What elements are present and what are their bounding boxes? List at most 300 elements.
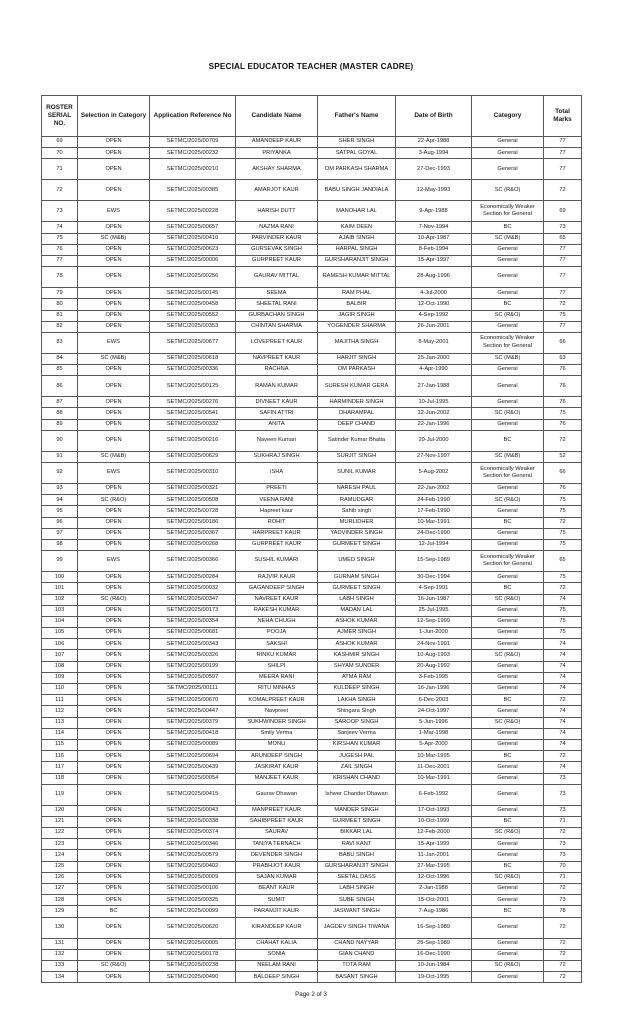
cell-father: Sanjeev Verma xyxy=(318,728,396,739)
cell-father: SUNIL KUMAR xyxy=(318,463,396,484)
cell-father: MURLIDHER xyxy=(318,517,396,528)
cell-reference: SETMC/2025/00099 xyxy=(150,906,236,917)
column-header-selection: Selection in Category xyxy=(78,96,150,137)
cell-selection: OPEN xyxy=(78,751,150,762)
cell-candidate: SAFIN ATTRI xyxy=(236,408,318,419)
table-row xyxy=(42,784,582,805)
cell-marks: 75 xyxy=(544,528,582,539)
table-row xyxy=(42,419,582,430)
cell-candidate: Navpreet xyxy=(236,706,318,717)
cell-selection: OPEN xyxy=(78,148,150,159)
cell-serial: 83 xyxy=(42,332,78,353)
cell-reference: SETMC/2025/00238 xyxy=(150,960,236,971)
cell-reference: SETMC/2025/00677 xyxy=(150,332,236,353)
cell-reference: SETMC/2025/00657 xyxy=(150,222,236,233)
cell-candidate: NEELAM RANI xyxy=(236,960,318,971)
cell-selection: OPEN xyxy=(78,839,150,850)
cell-marks: 71 xyxy=(544,816,582,827)
cell-marks: 73 xyxy=(544,805,582,816)
cell-category: SC (R&O) xyxy=(472,495,544,506)
cell-candidate: GURPREET KAUR xyxy=(236,539,318,550)
cell-selection: OPEN xyxy=(78,430,150,451)
cell-father: HARJIT SINGH xyxy=(318,353,396,364)
cell-father: YADVINDER SINGH xyxy=(318,528,396,539)
cell-selection: OPEN xyxy=(78,850,150,861)
cell-serial: 118 xyxy=(42,773,78,784)
cell-marks: 75 xyxy=(544,495,582,506)
cell-serial: 114 xyxy=(42,728,78,739)
cell-reference: SETMC/2025/00009 xyxy=(150,872,236,883)
cell-category: BC xyxy=(472,751,544,762)
cell-father: NARESH PAUL xyxy=(318,484,396,495)
cell-marks: 75 xyxy=(544,310,582,321)
cell-selection: OPEN xyxy=(78,650,150,661)
cell-serial: 78 xyxy=(42,267,78,288)
roster-table-container xyxy=(41,71,581,983)
table-row xyxy=(42,751,582,762)
cell-marks: 76 xyxy=(544,365,582,376)
cell-reference: SETMC/2025/00228 xyxy=(150,201,236,222)
cell-selection: SC (R&O) xyxy=(78,960,150,971)
table-row xyxy=(42,572,582,583)
table-row xyxy=(42,839,582,850)
cell-reference: SETMC/2025/00490 xyxy=(150,972,236,983)
cell-candidate: ROHIT xyxy=(236,517,318,528)
cell-dob: 4-Sep-1992 xyxy=(396,310,472,321)
table-row xyxy=(42,895,582,906)
cell-father: MADAN LAL xyxy=(318,605,396,616)
cell-candidate: PRIYANKA xyxy=(236,148,318,159)
cell-marks: 73 xyxy=(544,850,582,861)
cell-selection: OPEN xyxy=(78,159,150,180)
cell-reference: SETMC/2025/00418 xyxy=(150,728,236,739)
cell-selection: OPEN xyxy=(78,895,150,906)
cell-reference: SETMC/2025/00681 xyxy=(150,628,236,639)
cell-candidate: RINKU KUMAR xyxy=(236,650,318,661)
cell-father: RAM PHAL xyxy=(318,288,396,299)
cell-selection: SC (R&O) xyxy=(78,594,150,605)
cell-candidate: NEHA CHUGH xyxy=(236,616,318,627)
cell-reference: SETMC/2025/00268 xyxy=(150,539,236,550)
cell-selection: OPEN xyxy=(78,137,150,148)
table-row xyxy=(42,137,582,148)
cell-father: JAGIR SINGH xyxy=(318,310,396,321)
cell-category: SC (R&O) xyxy=(472,650,544,661)
cell-reference: SETMC/2025/00178 xyxy=(150,949,236,960)
cell-category: BC xyxy=(472,906,544,917)
cell-category: General xyxy=(472,949,544,960)
cell-dob: 3-Feb-1995 xyxy=(396,672,472,683)
cell-marks: 52 xyxy=(544,451,582,462)
cell-marks: 74 xyxy=(544,594,582,605)
cell-reference: SETMC/2025/00089 xyxy=(150,739,236,750)
cell-category: General xyxy=(472,616,544,627)
cell-serial: 124 xyxy=(42,850,78,861)
cell-marks: 74 xyxy=(544,739,582,750)
table-row xyxy=(42,639,582,650)
cell-marks: 74 xyxy=(544,717,582,728)
cell-father: GURSHARANJIT SINGH xyxy=(318,255,396,266)
cell-marks: 72 xyxy=(544,938,582,949)
cell-selection: SC (M&B) xyxy=(78,233,150,244)
cell-category: General xyxy=(472,159,544,180)
cell-reference: SETMC/2025/00256 xyxy=(150,267,236,288)
cell-category: BC xyxy=(472,816,544,827)
cell-serial: 113 xyxy=(42,717,78,728)
cell-father: ASHOK KUMAR xyxy=(318,616,396,627)
table-row xyxy=(42,960,582,971)
cell-candidate: NAZMA RANI xyxy=(236,222,318,233)
cell-father: ASHOK KUMAR xyxy=(318,639,396,650)
cell-dob: 7-Aug-1986 xyxy=(396,906,472,917)
cell-dob: 10-Mar-1991 xyxy=(396,517,472,528)
cell-selection: SC (M&B) xyxy=(78,353,150,364)
cell-category: BC xyxy=(472,430,544,451)
table-row xyxy=(42,628,582,639)
cell-marks: 63 xyxy=(544,353,582,364)
cell-selection: OPEN xyxy=(78,222,150,233)
cell-father: Sahib singh xyxy=(318,506,396,517)
cell-dob: 7-Nov-1994 xyxy=(396,222,472,233)
cell-marks: 72 xyxy=(544,517,582,528)
table-body xyxy=(42,137,582,983)
cell-selection: EWS xyxy=(78,201,150,222)
table-row xyxy=(42,517,582,528)
cell-category: Economically Weaker Section for General xyxy=(472,201,544,222)
cell-marks: 72 xyxy=(544,828,582,839)
cell-dob: 16-Dec-1990 xyxy=(396,949,472,960)
cell-serial: 96 xyxy=(42,517,78,528)
cell-reference: SETMC/2025/00310 xyxy=(150,463,236,484)
cell-category: BC xyxy=(472,222,544,233)
cell-serial: 127 xyxy=(42,884,78,895)
cell-category: General xyxy=(472,397,544,408)
cell-category: General xyxy=(472,628,544,639)
cell-serial: 133 xyxy=(42,960,78,971)
cell-father: GIAN CHAND xyxy=(318,949,396,960)
cell-father: LABH SINGH xyxy=(318,594,396,605)
cell-dob: 10-Mar-1995 xyxy=(396,751,472,762)
cell-serial: 82 xyxy=(42,321,78,332)
cell-reference: SETMC/2025/00366 xyxy=(150,551,236,572)
cell-marks: 70 xyxy=(544,861,582,872)
cell-reference: SETMC/2025/00439 xyxy=(150,762,236,773)
cell-serial: 119 xyxy=(42,784,78,805)
cell-category: SC (R&O) xyxy=(472,717,544,728)
cell-marks: 65 xyxy=(544,233,582,244)
table-row xyxy=(42,850,582,861)
cell-candidate: AKSHAY SHARMA xyxy=(236,159,318,180)
cell-category: SC (R&O) xyxy=(472,872,544,883)
cell-reference: SETMC/2025/00336 xyxy=(150,365,236,376)
table-row xyxy=(42,288,582,299)
cell-candidate: SHEETAL RANI xyxy=(236,299,318,310)
cell-father: KULDEEP SINGH xyxy=(318,684,396,695)
cell-father: Shingara Singh xyxy=(318,706,396,717)
cell-selection: OPEN xyxy=(78,938,150,949)
cell-candidate: AMARJOT KAUR xyxy=(236,180,318,201)
cell-serial: 97 xyxy=(42,528,78,539)
cell-father: BASANT SINGH xyxy=(318,972,396,983)
cell-father: HARPAL SINGH xyxy=(318,244,396,255)
cell-reference: SETMC/2025/00694 xyxy=(150,751,236,762)
cell-serial: 99 xyxy=(42,551,78,572)
cell-serial: 105 xyxy=(42,628,78,639)
cell-candidate: RACHNA xyxy=(236,365,318,376)
cell-serial: 102 xyxy=(42,594,78,605)
cell-candidate: NAVREET KAUR xyxy=(236,594,318,605)
cell-marks: 77 xyxy=(544,255,582,266)
cell-marks: 74 xyxy=(544,762,582,773)
cell-category: General xyxy=(472,938,544,949)
cell-serial: 72 xyxy=(42,180,78,201)
cell-candidate: BEANT KAUR xyxy=(236,884,318,895)
cell-reference: SETMC/2025/00579 xyxy=(150,850,236,861)
cell-father: SAROOP SINGH xyxy=(318,717,396,728)
cell-dob: 27-Nov-1997 xyxy=(396,451,472,462)
cell-dob: 12-Jun-2002 xyxy=(396,408,472,419)
cell-selection: OPEN xyxy=(78,639,150,650)
cell-candidate: CHINTAN SHARMA xyxy=(236,321,318,332)
cell-selection: OPEN xyxy=(78,773,150,784)
cell-serial: 128 xyxy=(42,895,78,906)
table-row xyxy=(42,938,582,949)
cell-marks: 77 xyxy=(544,137,582,148)
cell-selection: OPEN xyxy=(78,728,150,739)
cell-reference: SETMC/2025/00043 xyxy=(150,805,236,816)
cell-reference: SETMC/2025/00447 xyxy=(150,706,236,717)
cell-candidate: SUMIT xyxy=(236,895,318,906)
cell-reference: SETMC/2025/00054 xyxy=(150,773,236,784)
cell-selection: EWS xyxy=(78,551,150,572)
cell-candidate: KIRANDEEP KAUR xyxy=(236,917,318,938)
cell-reference: SETMC/2025/00325 xyxy=(150,895,236,906)
cell-category: General xyxy=(472,419,544,430)
column-header-serial: ROSTER SERIAL NO. xyxy=(42,96,78,137)
cell-category: General xyxy=(472,784,544,805)
cell-category: SC (M&B) xyxy=(472,353,544,364)
cell-serial: 80 xyxy=(42,299,78,310)
table-row xyxy=(42,484,582,495)
cell-candidate: TANIYA TERNACH xyxy=(236,839,318,850)
cell-dob: 15-Apr-1999 xyxy=(396,839,472,850)
cell-candidate: GAGANDEEP SINGH xyxy=(236,583,318,594)
cell-dob: 3-Aug-1994 xyxy=(396,148,472,159)
cell-marks: 72 xyxy=(544,695,582,706)
cell-candidate: ISHA xyxy=(236,463,318,484)
cell-dob: 12-Oct-1990 xyxy=(396,299,472,310)
cell-father: DHARAMPAL xyxy=(318,408,396,419)
cell-serial: 109 xyxy=(42,672,78,683)
cell-dob: 9-Apr-1988 xyxy=(396,201,472,222)
cell-reference: SETMC/2025/00216 xyxy=(150,430,236,451)
table-row xyxy=(42,528,582,539)
cell-serial: 90 xyxy=(42,430,78,451)
cell-father: AJMER SINGH xyxy=(318,628,396,639)
cell-reference: SETMC/2025/00541 xyxy=(150,408,236,419)
cell-father: GURMEET SINGH xyxy=(318,583,396,594)
cell-marks: 72 xyxy=(544,751,582,762)
cell-father: MANDER SINGH xyxy=(318,805,396,816)
cell-reference: SETMC/2025/00385 xyxy=(150,180,236,201)
cell-serial: 107 xyxy=(42,650,78,661)
cell-marks: 66 xyxy=(544,332,582,353)
cell-father: SURJIT SINGH xyxy=(318,451,396,462)
table-row xyxy=(42,244,582,255)
cell-serial: 116 xyxy=(42,751,78,762)
cell-category: SC (M&B) xyxy=(472,451,544,462)
table-row xyxy=(42,408,582,419)
cell-father: JAGDEV SINGH TIWANA xyxy=(318,917,396,938)
cell-category: BC xyxy=(472,695,544,706)
cell-father: RAVI KANT xyxy=(318,839,396,850)
table-header xyxy=(42,96,582,137)
cell-father: SHER SINGH xyxy=(318,137,396,148)
cell-father: GURSHARANJIT SINGH xyxy=(318,861,396,872)
cell-category: SC (M&B) xyxy=(472,233,544,244)
cell-dob: 24-Feb-1990 xyxy=(396,495,472,506)
table-row xyxy=(42,684,582,695)
cell-dob: 6-Feb-1992 xyxy=(396,784,472,805)
cell-father: SATPAL GOYAL xyxy=(318,148,396,159)
cell-selection: OPEN xyxy=(78,706,150,717)
table-row xyxy=(42,906,582,917)
cell-selection: OPEN xyxy=(78,506,150,517)
cell-category: SC (R&O) xyxy=(472,960,544,971)
table-row xyxy=(42,861,582,872)
cell-serial: 100 xyxy=(42,572,78,583)
cell-father: AJAIB SINGH xyxy=(318,233,396,244)
cell-candidate: RAJVIR KAUR xyxy=(236,572,318,583)
cell-candidate: Smily Verma xyxy=(236,728,318,739)
header-row xyxy=(42,96,582,137)
table-row xyxy=(42,728,582,739)
cell-selection: OPEN xyxy=(78,695,150,706)
cell-father: Ishwer Chander Dhawan xyxy=(318,784,396,805)
table-row xyxy=(42,376,582,397)
cell-dob: 12-Jul-1994 xyxy=(396,539,472,550)
cell-candidate: RAMAN KUMAR xyxy=(236,376,318,397)
cell-marks: 73 xyxy=(544,773,582,784)
cell-dob: 5-Jun-1996 xyxy=(396,717,472,728)
cell-dob: 11-Dec-2001 xyxy=(396,762,472,773)
cell-serial: 71 xyxy=(42,159,78,180)
cell-category: General xyxy=(472,895,544,906)
cell-dob: 30-Dec-1994 xyxy=(396,572,472,583)
cell-category: General xyxy=(472,137,544,148)
cell-dob: 2-Jan-1988 xyxy=(396,884,472,895)
cell-marks: 76 xyxy=(544,376,582,397)
cell-marks: 72 xyxy=(544,430,582,451)
cell-candidate: PREETI xyxy=(236,484,318,495)
cell-candidate: SAKSHI xyxy=(236,639,318,650)
table-row xyxy=(42,872,582,883)
cell-serial: 91 xyxy=(42,451,78,462)
cell-dob: 5-Aug-2002 xyxy=(396,463,472,484)
cell-marks: 72 xyxy=(544,949,582,960)
cell-reference: SETMC/2025/00508 xyxy=(150,495,236,506)
cell-candidate: PRABHJOT KAUR xyxy=(236,861,318,872)
cell-dob: 10-Apr-1987 xyxy=(396,233,472,244)
cell-father: LABH SINGH xyxy=(318,884,396,895)
cell-reference: SETMC/2025/00415 xyxy=(150,784,236,805)
cell-category: General xyxy=(472,805,544,816)
cell-category: BC xyxy=(472,583,544,594)
cell-marks: 72 xyxy=(544,972,582,983)
cell-category: General xyxy=(472,739,544,750)
cell-serial: 120 xyxy=(42,805,78,816)
cell-marks: 75 xyxy=(544,506,582,517)
cell-reference: SETMC/2025/00199 xyxy=(150,661,236,672)
cell-selection: OPEN xyxy=(78,321,150,332)
cell-dob: 15-Apr-1997 xyxy=(396,255,472,266)
cell-serial: 95 xyxy=(42,506,78,517)
cell-serial: 92 xyxy=(42,463,78,484)
cell-father: GURNAM SINGH xyxy=(318,572,396,583)
cell-candidate: Gaurav Dhawan xyxy=(236,784,318,805)
column-header-reference: Application Reference No xyxy=(150,96,236,137)
cell-father: LAKHA SINGH xyxy=(318,695,396,706)
cell-reference: SETMC/2025/00458 xyxy=(150,299,236,310)
cell-reference: SETMC/2025/00354 xyxy=(150,616,236,627)
column-header-category: Category xyxy=(472,96,544,137)
cell-serial: 110 xyxy=(42,684,78,695)
cell-marks: 72 xyxy=(544,917,582,938)
cell-marks: 75 xyxy=(544,628,582,639)
cell-candidate: VEENA RANI xyxy=(236,495,318,506)
cell-category: General xyxy=(472,484,544,495)
table-row xyxy=(42,159,582,180)
cell-marks: 75 xyxy=(544,539,582,550)
cell-father: KAIM DEEN xyxy=(318,222,396,233)
cell-marks: 66 xyxy=(544,463,582,484)
cell-dob: 4-Apr-1990 xyxy=(396,365,472,376)
cell-dob: 27-Dec-1993 xyxy=(396,159,472,180)
cell-selection: OPEN xyxy=(78,762,150,773)
cell-candidate: PARVINDER KAUR xyxy=(236,233,318,244)
cell-candidate: GAURAV MITTAL xyxy=(236,267,318,288)
cell-father: Satinder Kumar Bhatia xyxy=(318,430,396,451)
cell-category: General xyxy=(472,884,544,895)
cell-dob: 12-Oct-1996 xyxy=(396,872,472,883)
table-row xyxy=(42,762,582,773)
table-row xyxy=(42,180,582,201)
cell-reference: SETMC/2025/00618 xyxy=(150,353,236,364)
table-row xyxy=(42,972,582,983)
cell-reference: SETMC/2025/00410 xyxy=(150,233,236,244)
cell-serial: 106 xyxy=(42,639,78,650)
table-row xyxy=(42,255,582,266)
cell-dob: 10-Jul-1995 xyxy=(396,397,472,408)
table-row xyxy=(42,495,582,506)
cell-marks: 77 xyxy=(544,267,582,288)
cell-marks: 77 xyxy=(544,148,582,159)
cell-selection: OPEN xyxy=(78,299,150,310)
cell-candidate: ANITA xyxy=(236,419,318,430)
cell-reference: SETMC/2025/00032 xyxy=(150,583,236,594)
cell-dob: 12-Feb-2000 xyxy=(396,828,472,839)
cell-dob: 16-Sep-1989 xyxy=(396,917,472,938)
table-row xyxy=(42,332,582,353)
cell-reference: SETMC/2025/00629 xyxy=(150,451,236,462)
cell-marks: 77 xyxy=(544,321,582,332)
cell-serial: 103 xyxy=(42,605,78,616)
cell-marks: 74 xyxy=(544,661,582,672)
cell-dob: 24-Nov-1991 xyxy=(396,639,472,650)
table-row xyxy=(42,148,582,159)
cell-reference: SETMC/2025/00670 xyxy=(150,695,236,706)
cell-reference: SETMC/2025/00232 xyxy=(150,148,236,159)
